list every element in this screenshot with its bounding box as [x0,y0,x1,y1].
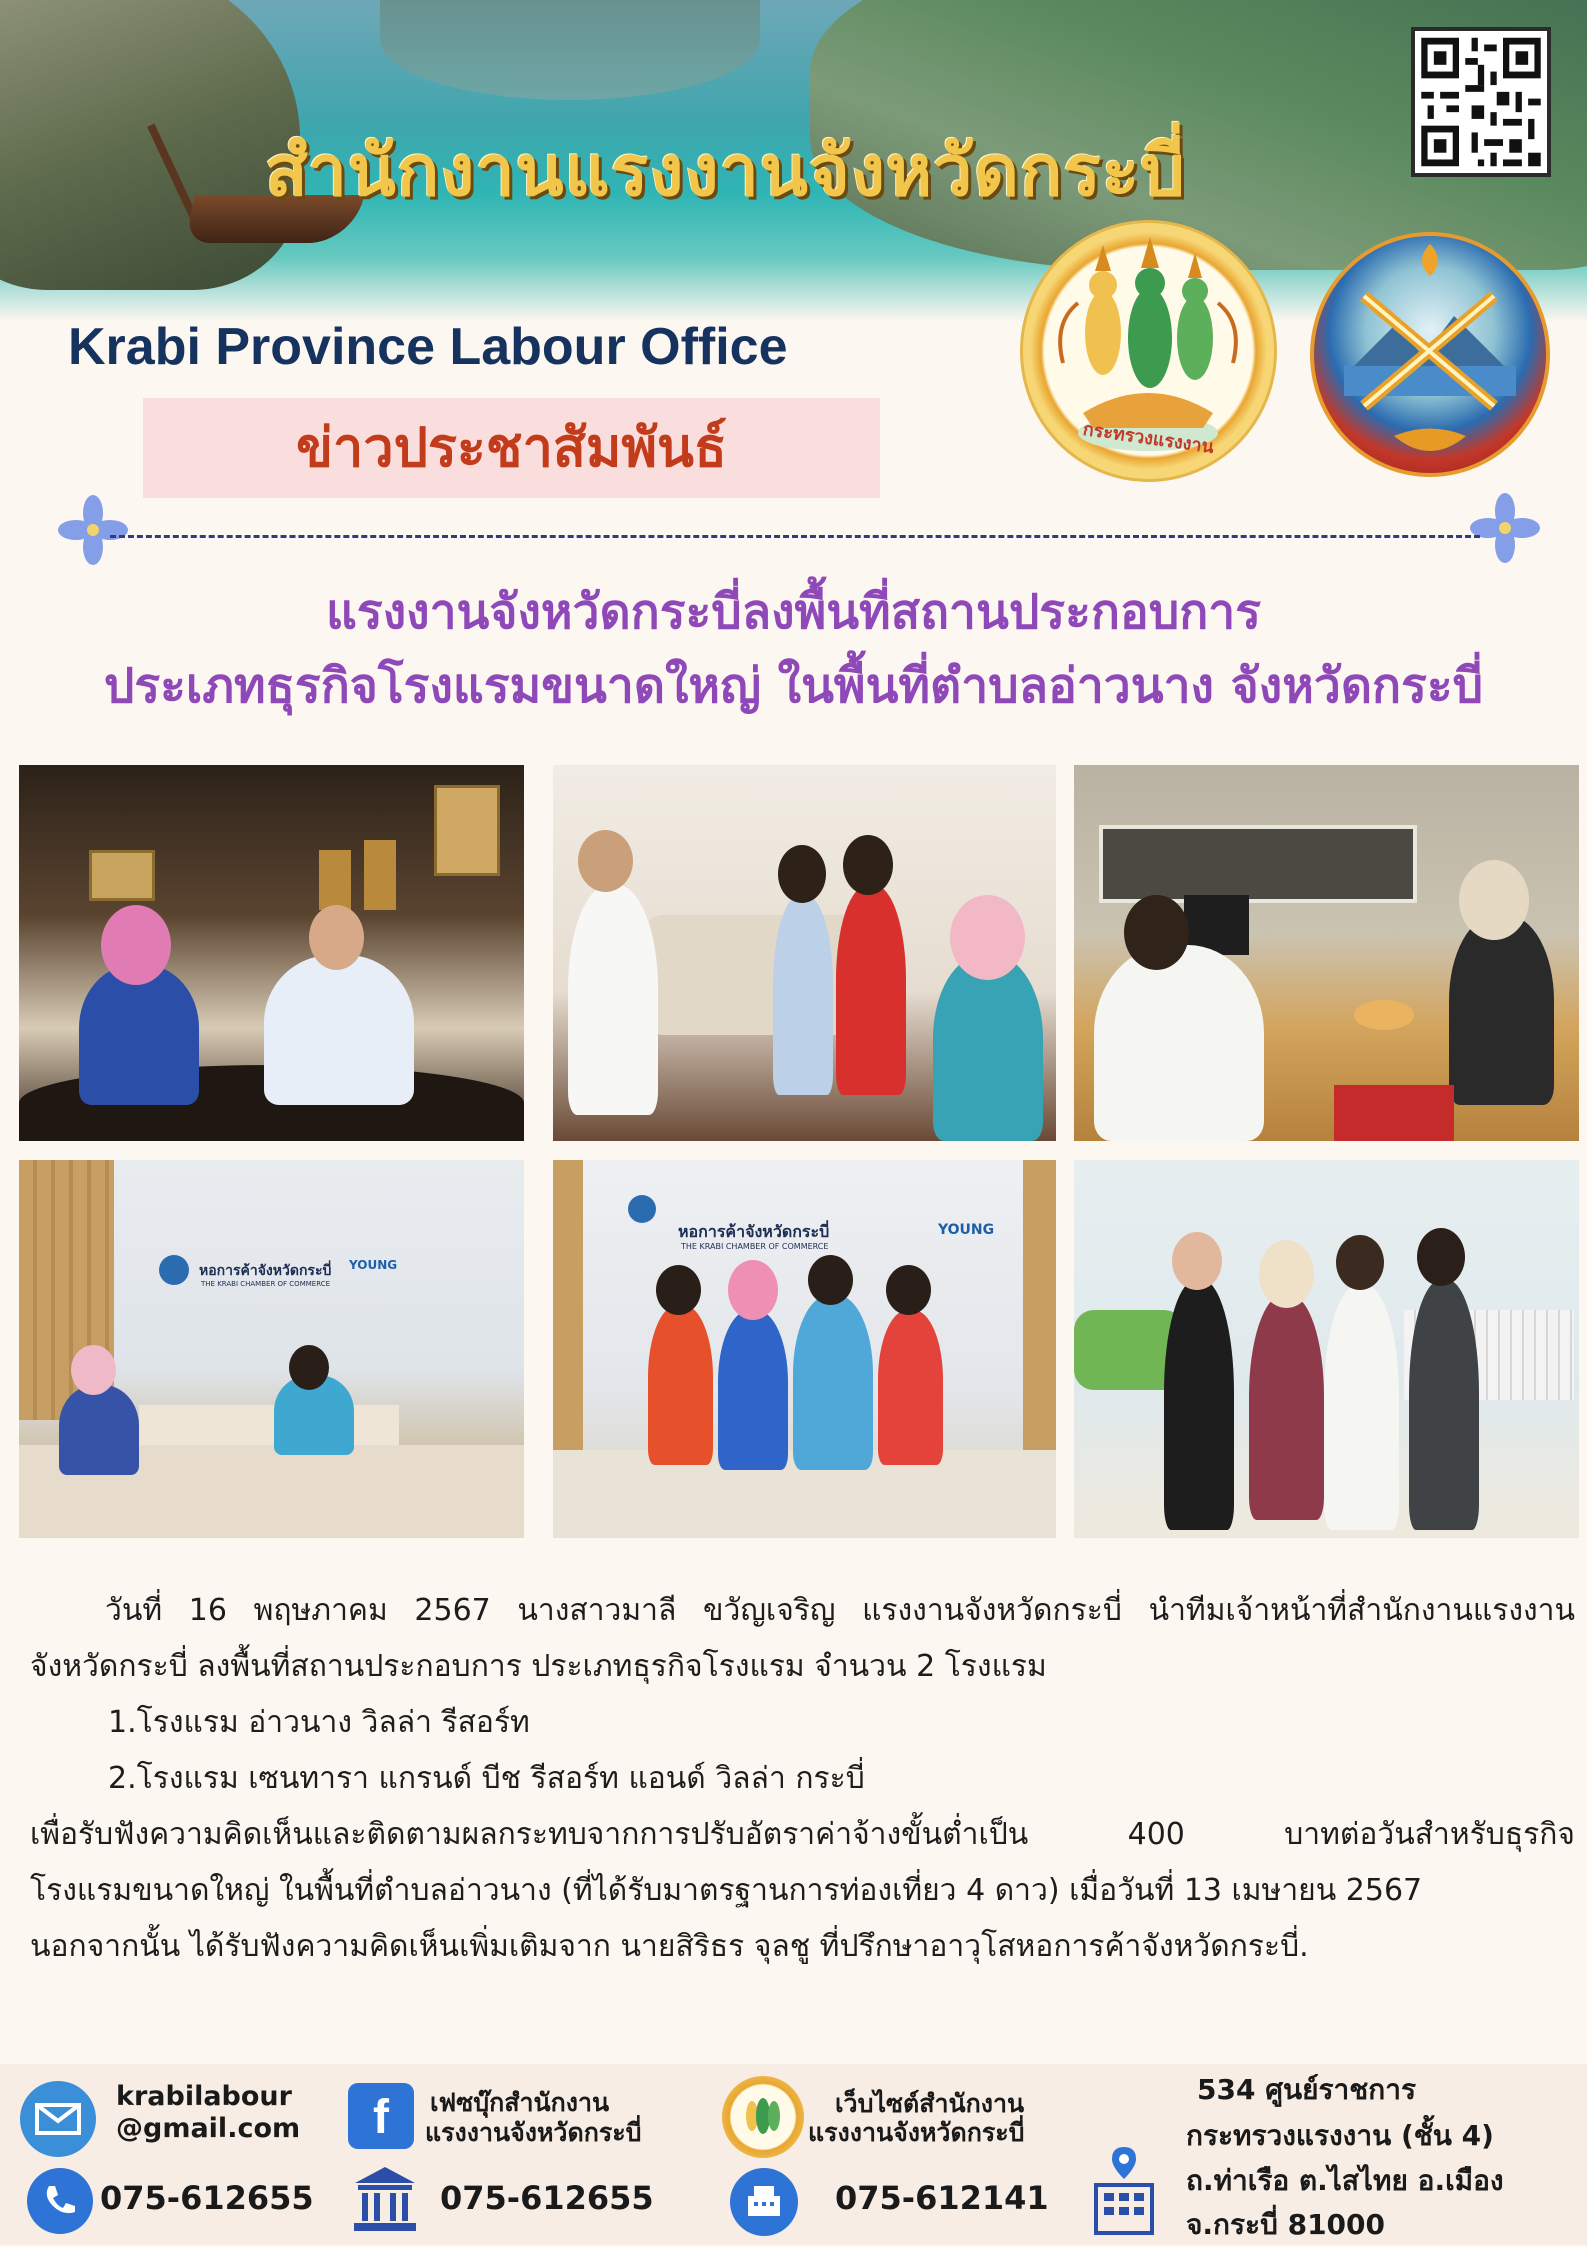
qr-code[interactable] [1411,27,1551,177]
divider-dashed [110,535,1480,538]
phone-number-2[interactable]: 075-612655 [440,2179,654,2217]
chamber-sign-en: THE KRABI CHAMBER OF COMMERCE [201,1280,331,1288]
chamber-sign-en: THE KRABI CHAMBER OF COMMERCE [681,1242,829,1251]
blue-flower-icon [58,495,128,565]
office-title-english: Krabi Province Labour Office [68,318,788,376]
headline-line-1: แรงงานจังหวัดกระบี่ลงพื้นที่สถานประกอบการ [325,584,1262,640]
krabi-seal-artwork [1314,236,1546,473]
background-cliff [380,0,760,100]
photo-hotel-group [1074,1160,1579,1538]
office-title-thai: สำนักงานแรงงานจังหวัดกระบี่ [265,130,1186,212]
email-icon[interactable] [20,2081,96,2157]
ministry-seal-text: กระทรวงแรงงาน [1081,418,1216,459]
photo-hotel-office-desk [1074,765,1579,1141]
fax-icon[interactable] [730,2168,798,2236]
photo-chamber-group [553,1160,1056,1538]
facebook-line-1[interactable]: เฟซบุ๊กสำนักงาน [430,2088,610,2117]
photo-hotel-lobby-visit [553,765,1056,1141]
headline-line-2: ประเภทธุรกิจโรงแรมขนาดใหญ่ ในพื้นที่ตำบลอ่าวนาง จังหวัดกระบี่ [103,658,1484,714]
chamber-sign-text: หอการค้าจังหวัดกระบี่ [678,1222,830,1241]
body-paragraph-1a: วันที่ 16 พฤษภาคม 2567 นางสาวมาลี ขวัญเจริญ แรงงานจังหวัดกระบี่ นำทีมเจ้าหน้าที่สำนักงานแรงงาน [105,1593,1575,1628]
address-line-1: 534 ศูนย์ราชการ [1197,2073,1416,2106]
address-line-3: ถ.ท่าเรือ ต.ไสไทย อ.เมือง [1186,2164,1504,2197]
location-building-icon [1084,2145,1164,2237]
website-ministry-logo-icon[interactable] [722,2076,804,2158]
qr-code-icon [1415,31,1547,173]
facebook-line-2[interactable]: แรงงานจังหวัดกระบี่ [425,2118,642,2147]
ministry-of-labour-seal [1020,220,1277,482]
facebook-icon[interactable]: f [348,2083,414,2149]
address-line-4: จ.กระบี่ 81000 [1186,2208,1386,2241]
address-line-2: กระทรวงแรงงาน (ชั้น 4) [1186,2119,1494,2152]
blue-flower-icon [1470,493,1540,563]
photo-chamber-meeting-room [19,1160,524,1538]
website-line-1[interactable]: เว็บไซต์สำนักงาน [835,2089,1025,2118]
email-line-2[interactable]: @gmail.com [116,2113,301,2144]
fax-number[interactable]: 075-612141 [835,2179,1049,2217]
krabi-province-seal [1310,232,1550,477]
hotel-list-item-2: 2.โรงแรม เซนทารา แกรนด์ บีช รีสอร์ท แอนด์ วิลล่า กระบี่ [108,1761,865,1796]
background-cliff-left [0,0,300,290]
young-badge: YOUNG [349,1258,398,1272]
young-badge: YOUNG [938,1222,995,1238]
chamber-sign-text: หอการค้าจังหวัดกระบี่ [199,1263,332,1279]
phone-icon[interactable] [27,2168,93,2234]
body-paragraph-1b: จังหวัดกระบี่ ลงพื้นที่สถานประกอบการ ประเภทธุรกิจโรงแรม จำนวน 2 โรงแรม [30,1649,1047,1684]
photo-meeting-hotel-office [19,765,524,1141]
email-line-1[interactable]: krabilabour [116,2081,292,2112]
phone-number-1[interactable]: 075-612655 [100,2179,314,2217]
pr-label: ข่าวประชาสัมพันธ์ [296,416,727,479]
chamber-logo-icon [159,1255,189,1285]
chamber-logo-icon [628,1195,656,1223]
hotel-list-item-1: 1.โรงแรม อ่าวนาง วิลล่า รีสอร์ท [108,1705,530,1740]
body-paragraph-2a: เพื่อรับฟังความคิดเห็นและติดตามผลกระทบจากการปรับอัตราค่าจ้างขั้นต่ำเป็น 400 บาทต่อวันสำหรับธุรกิจ [30,1817,1575,1852]
body-paragraph-2b: โรงแรมขนาดใหญ่ ในพื้นที่ตำบลอ่าวนาง (ที่ได้รับมาตรฐานการท่องเที่ยว 4 ดาว) เมื่อวันที่ 13 เมษายน 2567 [30,1873,1423,1908]
government-building-icon [350,2163,420,2235]
news-body [30,1583,1575,1975]
body-paragraph-2c: นอกจากนั้น ได้รับฟังความคิดเห็นเพิ่มเติมจาก นายสิริธร จุลชู ที่ปรึกษาอาวุโสหอการค้าจังหวัดกระบี่. [30,1929,1309,1964]
website-line-2[interactable]: แรงงานจังหวัดกระบี่ [808,2118,1025,2147]
